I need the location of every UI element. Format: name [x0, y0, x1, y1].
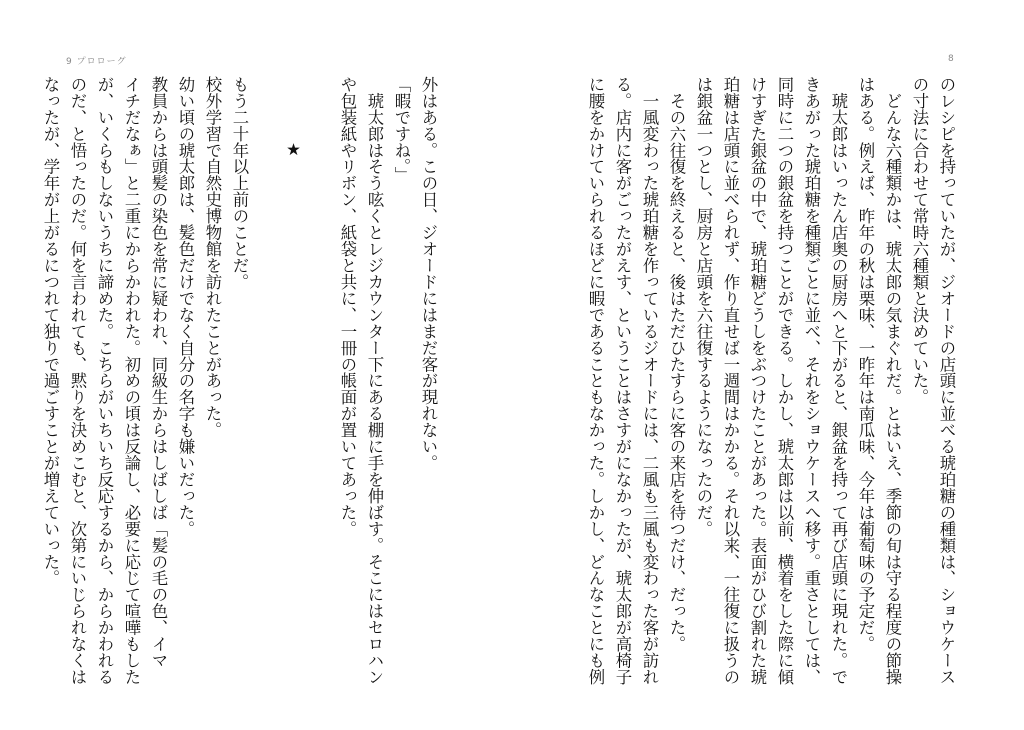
text-line: その六往復を終えると、後はただひたすらに客の来店を待つだけ、だった。	[667, 76, 686, 653]
text-line: もう二十年以上前のことだ。	[230, 76, 249, 290]
text-line: どんな六種類かは、琥太郎の気まぐれだ。とはいえ、季節の旬は守る程度の節操	[883, 76, 902, 686]
text-line: イチだなぁ」と二重にからかわれた。初めの頃は反論し、必要に応じて喧嘩もした	[122, 76, 141, 686]
text-line: 校外学習で自然史博物館を訪れたことがあった。	[203, 76, 222, 439]
text-line: きあがった琥珀糖を種類ごとに並べ、それをショウケースへ移す。重さとしては、	[802, 76, 821, 686]
page-number: 8	[948, 54, 955, 64]
scene-break-star: ★	[284, 139, 303, 160]
text-line: なったが、学年が上がるにつれて独りで過ごすことが増えていった。	[41, 76, 60, 587]
right-page-text	[586, 76, 960, 686]
text-line: に腰をかけていられるほどに暇であることもなかった。しかし、どんなことにも例	[586, 76, 605, 686]
blank-line	[253, 76, 280, 676]
text-line: 外はある。この日、ジオードにはまだ客が現れない。	[419, 76, 438, 472]
text-line: のだ、と悟ったのだ。何を言われても、黙りを決めこむと、次第にいじられなくは	[68, 76, 87, 686]
text-line: は銀盆一つとし、厨房と店頭を六往復するようになったのだ。	[694, 76, 713, 537]
text-line: はある。例えば、昨年の秋は栗味、一昨年は南瓜味、今年は葡萄味の予定だ。	[856, 76, 875, 653]
text-line: 一風変わった琥珀糖を作っているジオードには、二風も三風も変わった客が訪れ	[640, 76, 659, 686]
text-line: 教員からは頭髪の染色を常に疑われ、同級生からはしばしば「髪の毛の色、イマ	[149, 76, 168, 669]
text-line: 珀糖は店頭に並べられず、作り直せば一週間はかかる。それ以来、一往復に扱うの	[721, 76, 740, 686]
left-page-text	[41, 76, 442, 686]
text-line: の寸法に合わせて常時六種類と決めていた。	[910, 76, 929, 406]
text-line: る。店内に客がごったがえす、ということはさすがになかったが、琥太郎が高椅子	[613, 76, 632, 686]
text-line: けすぎた銀盆の中で、琥珀糖どうしをぶつけたことがあった。表面がひび割れた琥	[748, 76, 767, 686]
text-line: 幼い頃の琥太郎は、髪色だけでなく自分の名字も嫌いだった。	[176, 76, 195, 537]
text-line: 同時に二つの銀盆を持つことができる。しかし、琥太郎は以前、横着をした際に傾	[775, 76, 794, 686]
text-line: 琥太郎はそう呟くとレジカウンター下にある棚に手を伸ばす。そこにはセロハン	[365, 76, 384, 686]
text-line: のレシピを持っていたが、ジオードの店頭に並べる琥珀糖の種類は、ショウケース	[937, 76, 956, 686]
text-line: 琥太郎はいったん店奥の厨房へと下がると、銀盆を持って再び店頭に現れた。で	[829, 76, 848, 686]
text-line: が、いくらもしないうちに諦めた。こちらがいちいち反応するから、からかわれる	[95, 76, 114, 686]
dialogue-line: 「暇ですね。」	[392, 76, 411, 184]
blank-line	[307, 76, 334, 676]
text-line: や包装紙やリボン、紙袋と共に、一冊の帳面が置いてあった。	[338, 76, 357, 537]
running-head-chapter: 9 プロローグ	[66, 57, 127, 67]
